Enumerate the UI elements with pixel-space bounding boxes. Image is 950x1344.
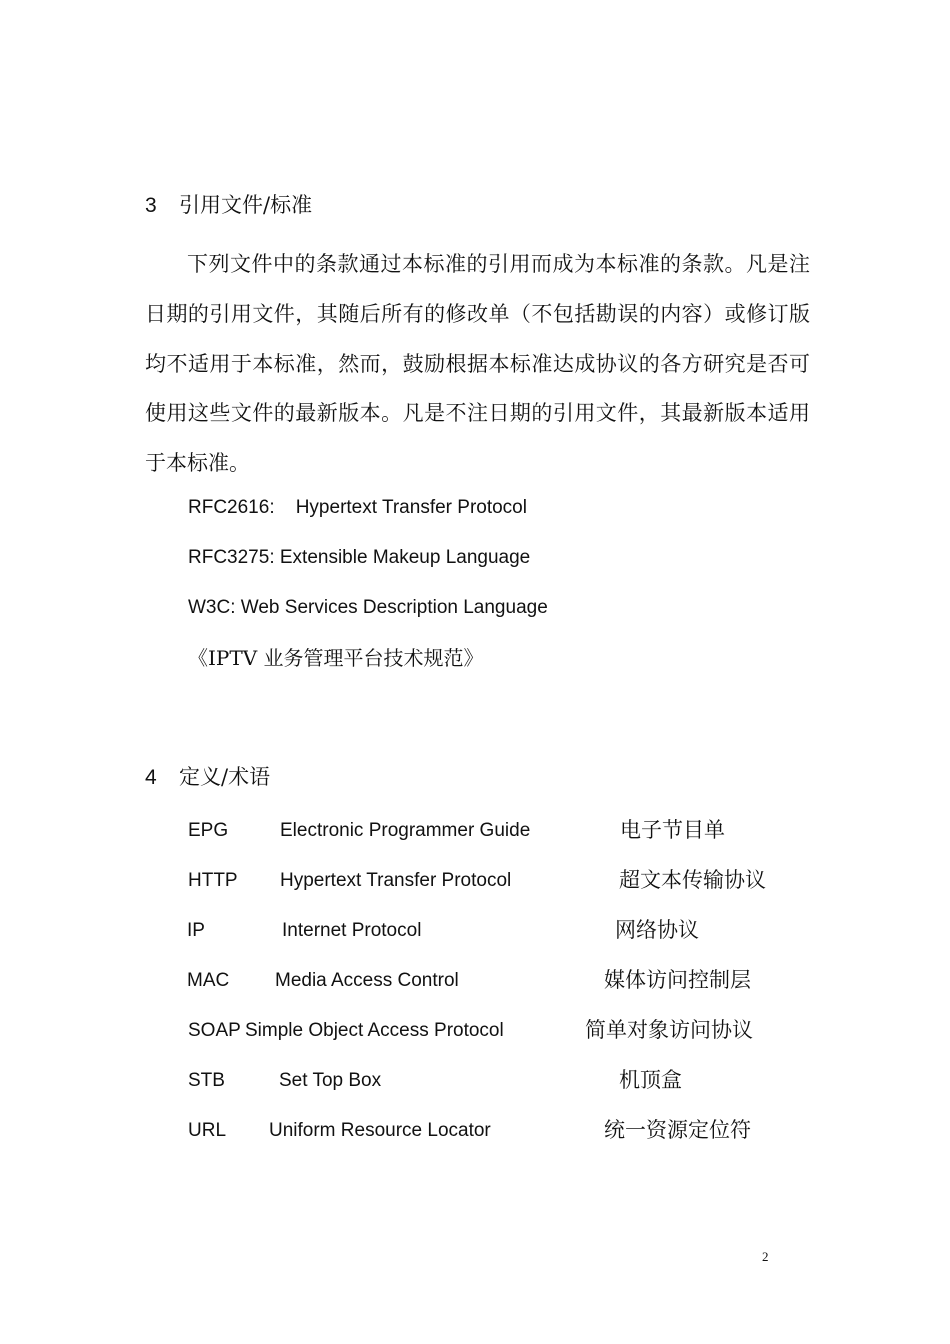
term-full-http: Hypertext Transfer Protocol bbox=[280, 870, 512, 891]
term-full-soap: Simple Object Access Protocol bbox=[245, 1020, 504, 1041]
term-abbr-url: URL bbox=[188, 1120, 227, 1141]
term-abbr-http: HTTP bbox=[188, 870, 238, 891]
reference-w3c-wsdl: W3C: Web Services Description Language bbox=[188, 597, 548, 618]
reference-iptv-spec: 《IPTV 业务管理平台技术规范》 bbox=[188, 646, 484, 670]
page-number: 2 bbox=[762, 1249, 769, 1264]
section-4-title: 定义/术语 bbox=[179, 765, 271, 789]
term-zh-mac: 媒体访问控制层 bbox=[604, 968, 751, 992]
section-3-title: 引用文件/标准 bbox=[179, 193, 313, 217]
term-zh-epg: 电子节目单 bbox=[620, 818, 725, 842]
term-zh-stb: 机顶盒 bbox=[619, 1068, 682, 1092]
section-4-number: 4 bbox=[145, 766, 157, 789]
term-abbr-ip: IP bbox=[187, 920, 205, 941]
term-abbr-stb: STB bbox=[188, 1070, 225, 1091]
term-abbr-epg: EPG bbox=[188, 820, 229, 841]
term-zh-http: 超文本传输协议 bbox=[619, 868, 766, 892]
term-zh-url: 统一资源定位符 bbox=[604, 1118, 751, 1142]
section-4-heading bbox=[145, 763, 270, 792]
term-full-epg: Electronic Programmer Guide bbox=[280, 820, 531, 841]
term-full-ip: Internet Protocol bbox=[282, 920, 422, 941]
reference-rfc2616: RFC2616: Hypertext Transfer Protocol bbox=[188, 497, 527, 518]
term-zh-soap: 简单对象访问协议 bbox=[585, 1018, 753, 1042]
term-abbr-soap: SOAP bbox=[188, 1020, 241, 1041]
section-3-number: 3 bbox=[145, 194, 157, 217]
section-3-heading bbox=[145, 191, 312, 220]
term-full-mac: Media Access Control bbox=[275, 970, 459, 991]
section-3-paragraph: 下列文件中的条款通过本标准的引用而成为本标准的条款。凡是注日期的引用文件，其随后所有的修改单（不包括勘误的内容）或修订版均不适用于本标准，然而，鼓励根据本标准达成协议的各方研究是否可使用这些文件的最新版本。凡是不注日期的引用文件，其最新版本适用于本标准。 bbox=[145, 252, 810, 476]
term-full-stb: Set Top Box bbox=[279, 1070, 382, 1091]
term-abbr-mac: MAC bbox=[187, 970, 230, 991]
reference-rfc3275: RFC3275: Extensible Makeup Language bbox=[188, 547, 531, 568]
term-zh-ip: 网络协议 bbox=[615, 918, 699, 942]
term-full-url: Uniform Resource Locator bbox=[269, 1120, 491, 1141]
